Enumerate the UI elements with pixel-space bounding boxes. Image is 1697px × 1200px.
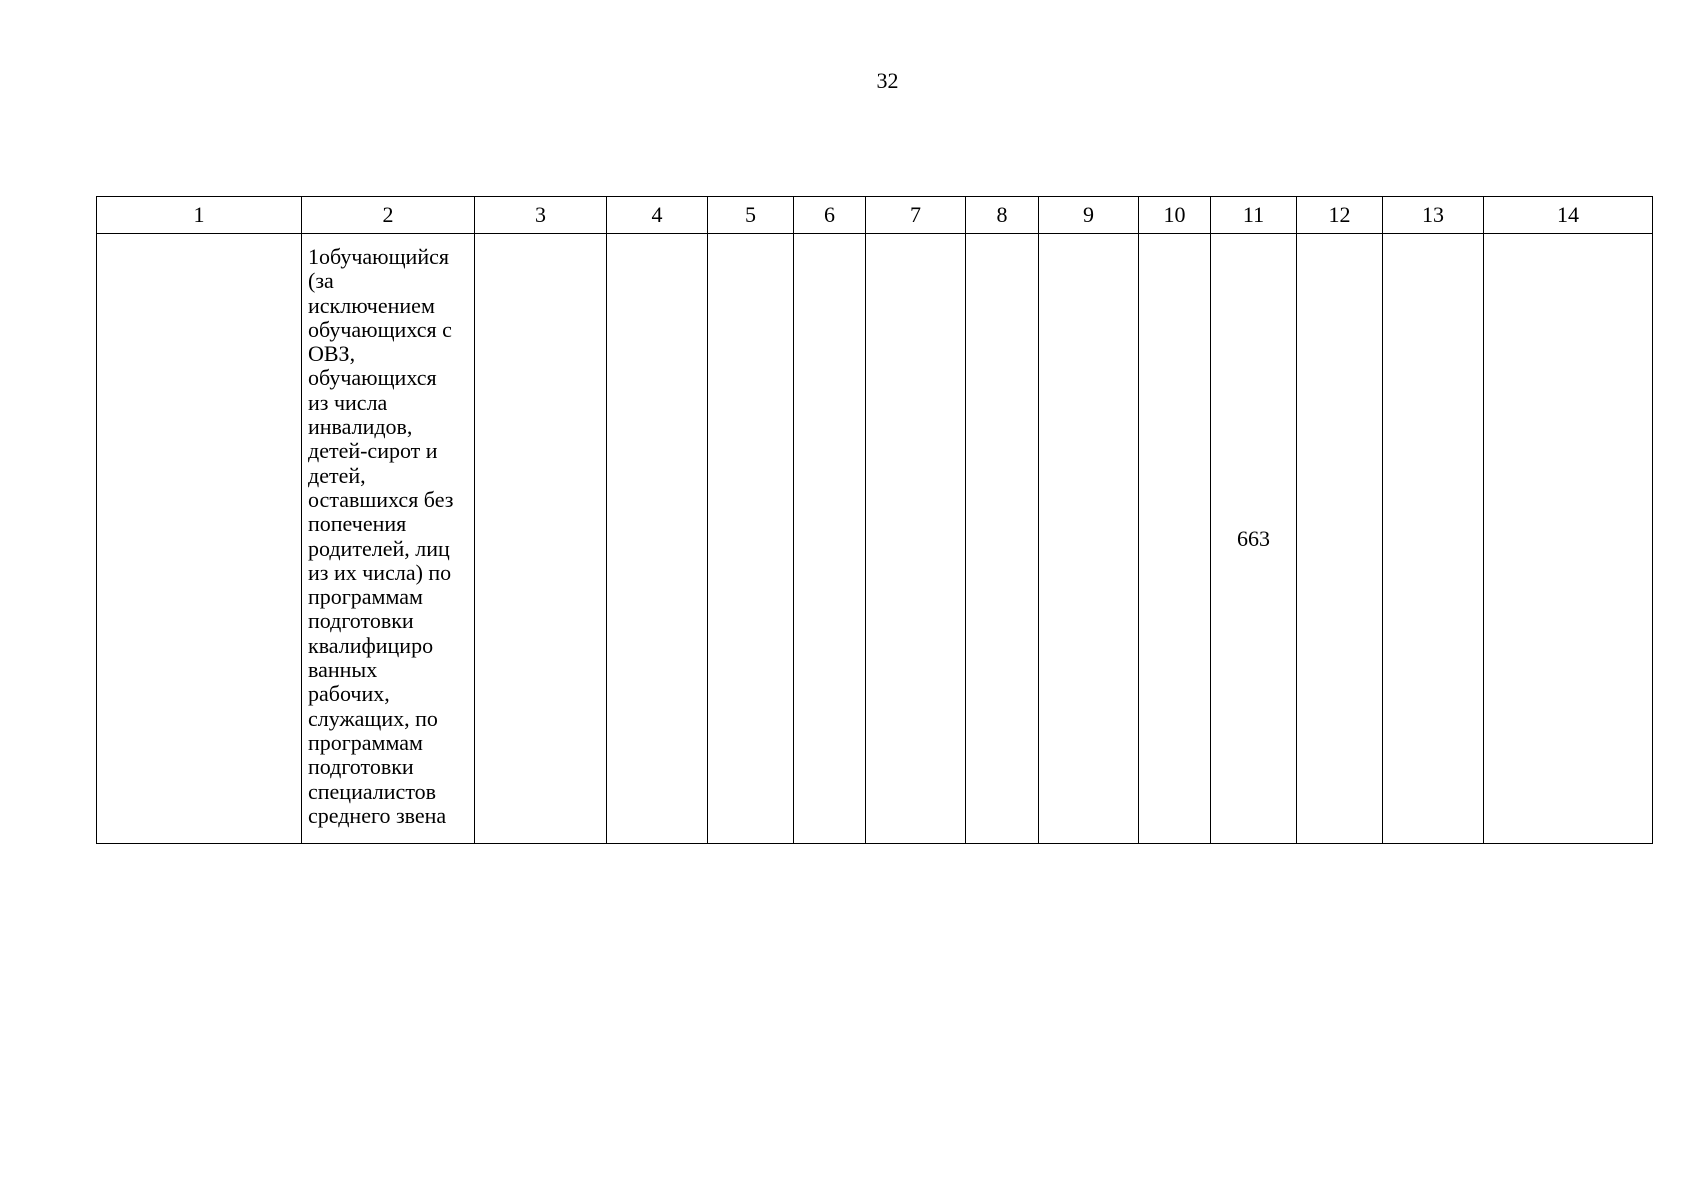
table-cell [966,234,1039,844]
value-cell: 663 [1211,234,1297,844]
cell-line: попечения [308,511,407,537]
cell-line: из числа [308,389,388,415]
cell-line: служащих, по [308,705,438,731]
cell-line: оставшихся без [308,486,454,512]
column-header: 2 [302,197,475,234]
cell-line: ванных [308,657,378,683]
cell-line: родителей, лиц [308,535,450,561]
table-cell [866,234,966,844]
table-cell [475,234,607,844]
table-cell [1383,234,1484,844]
column-header: 4 [607,197,708,234]
column-header: 13 [1383,197,1484,234]
cell-line: специалистов [308,778,437,804]
table-cell [97,234,302,844]
cell-line: рабочих, [308,681,390,707]
table-cell [794,234,866,844]
header-row [97,197,1653,234]
data-table [96,196,1653,844]
cell-line: ОВЗ, [308,341,356,367]
cell-line: (за [308,268,334,294]
column-header: 9 [1039,197,1139,234]
cell-line: квалифициро [308,632,434,658]
cell-line: подготовки [308,754,414,780]
cell-line: обучающихся с [308,316,452,342]
cell-line: обучающихся [308,365,437,391]
table-row [97,234,1653,844]
column-header: 14 [1484,197,1653,234]
cell-line: программам [308,584,423,610]
table-cell [1484,234,1653,844]
cell-line: детей-сирот и [308,438,438,464]
cell-line: исключением [308,292,435,318]
column-header: 8 [966,197,1039,234]
table-cell [1297,234,1383,844]
column-header: 6 [794,197,866,234]
description-cell [302,234,475,844]
column-header: 12 [1297,197,1383,234]
cell-line: инвалидов, [308,414,413,440]
table-cell [708,234,794,844]
cell-line: программам [308,729,423,755]
column-header: 3 [475,197,607,234]
column-header: 5 [708,197,794,234]
cell-line: подготовки [308,608,414,634]
cell-line: 1обучающийся [308,244,449,269]
cell-line: из их числа) по [308,559,452,585]
table-cell [1039,234,1139,844]
table-cell [1139,234,1211,844]
column-header: 11 [1211,197,1297,234]
column-header: 10 [1139,197,1211,234]
column-header: 7 [866,197,966,234]
column-header: 1 [97,197,302,234]
cell-line: детей, [308,462,366,488]
cell-line: среднего звена [308,802,447,828]
page-number: 32 [876,68,899,93]
table-cell [607,234,708,844]
